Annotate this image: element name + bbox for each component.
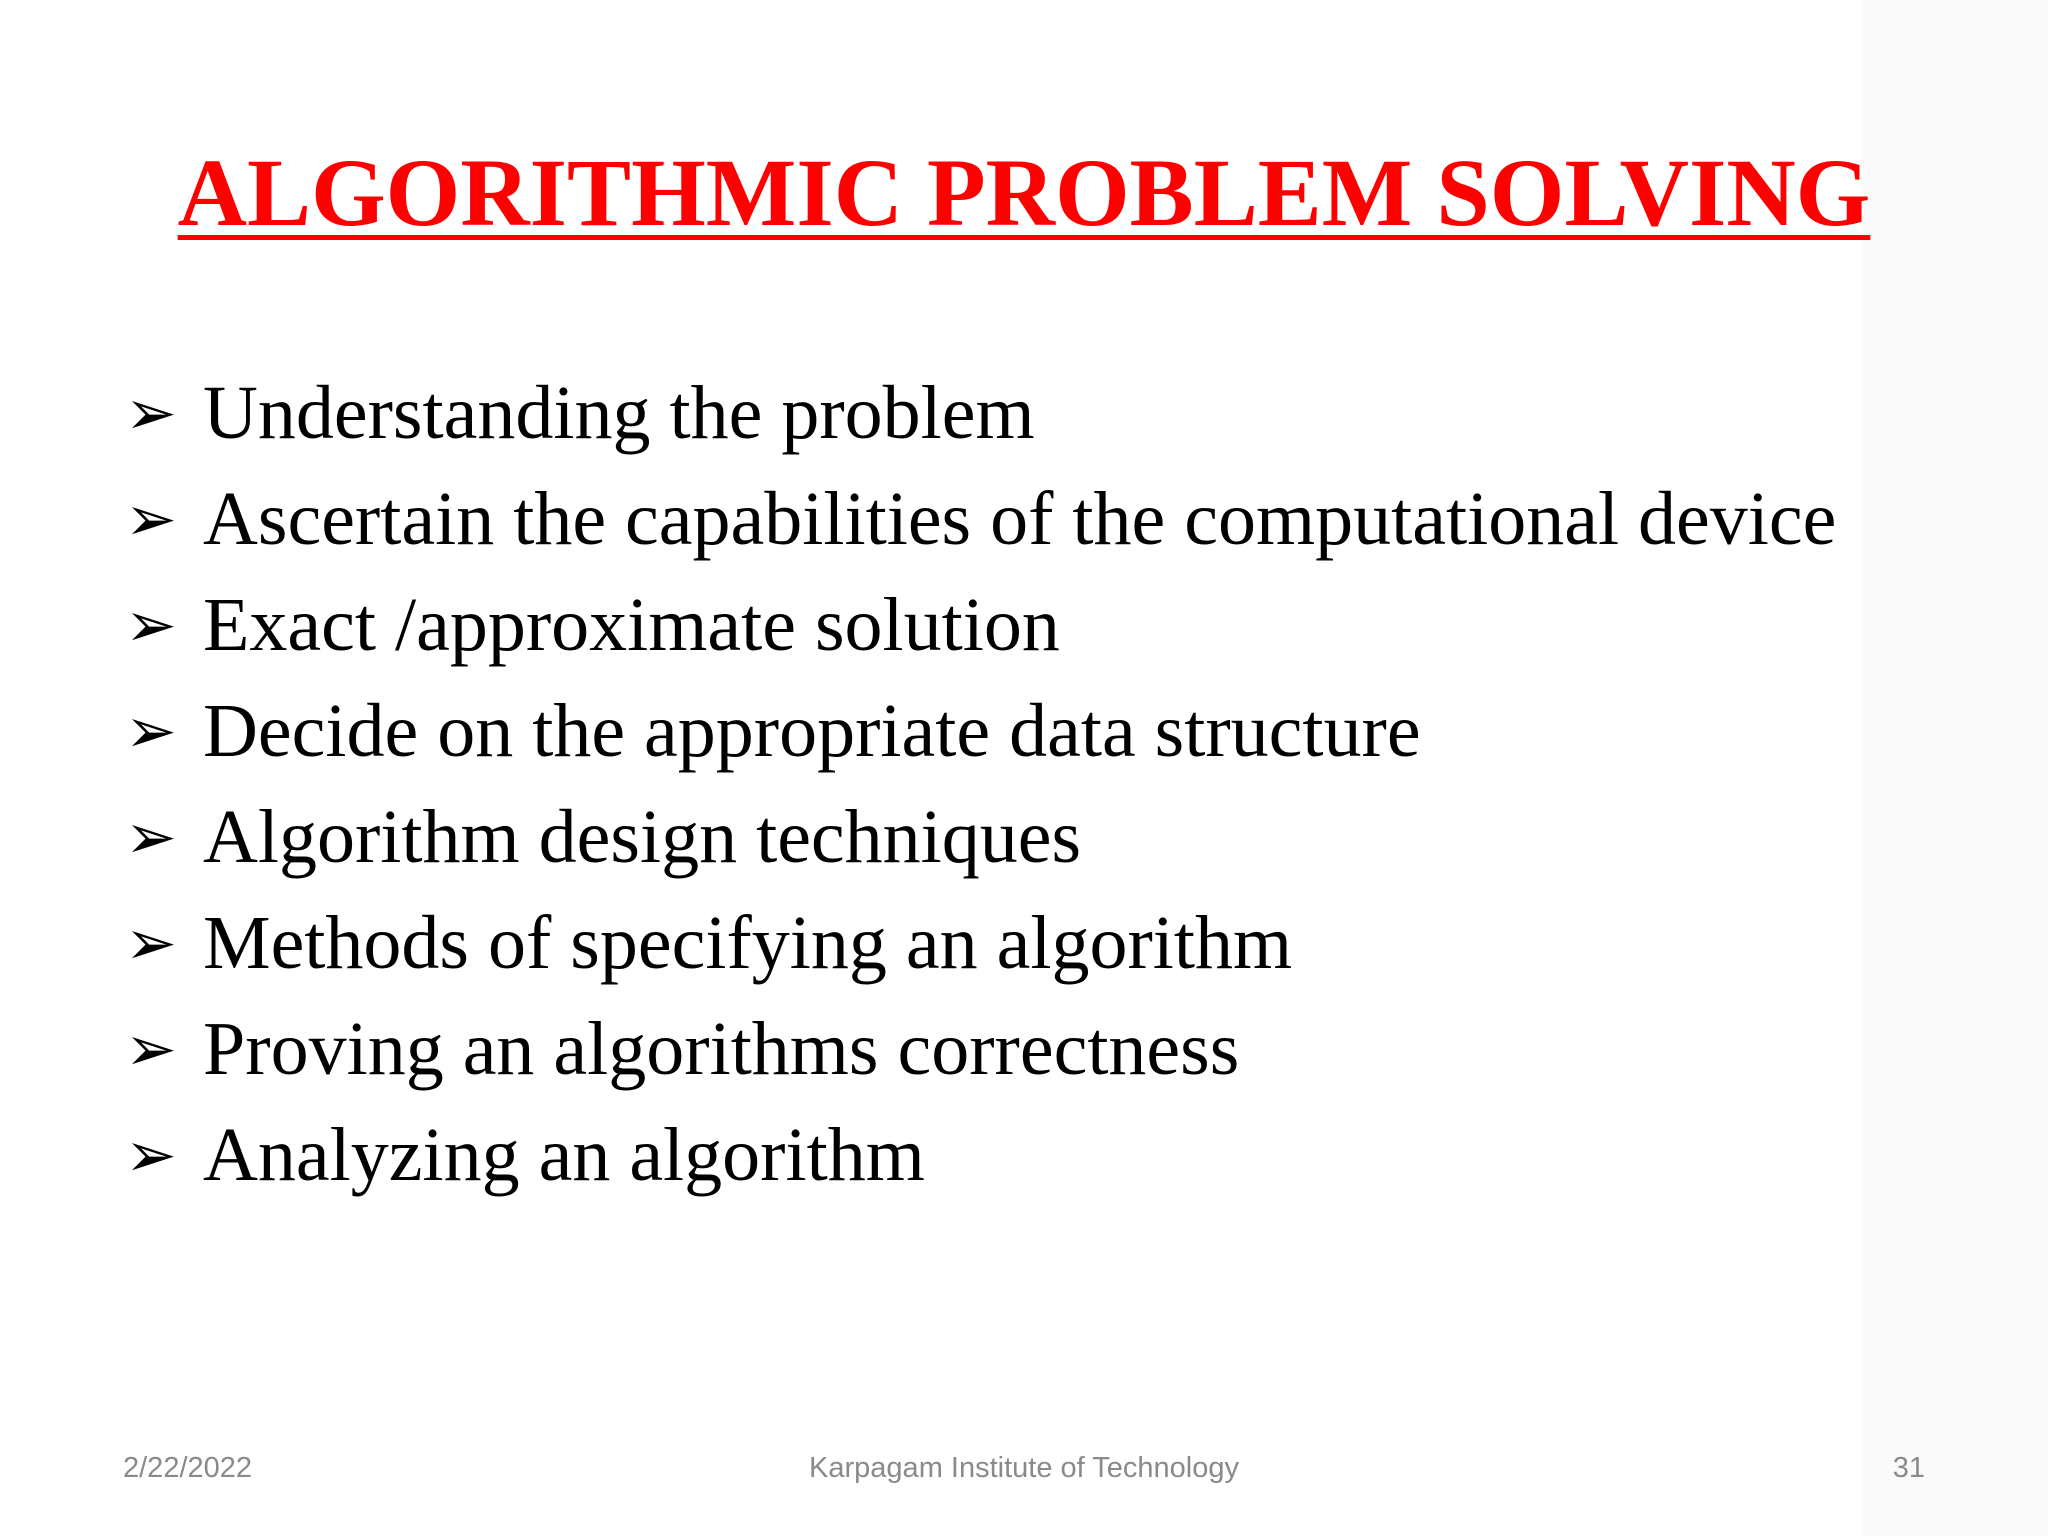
bullet-text: Decide on the appropriate data structure — [203, 689, 1421, 773]
bullet-text: Analyzing an algorithm — [203, 1113, 925, 1197]
arrow-bullet-icon: ➢ — [125, 482, 177, 555]
bullet-list — [125, 370, 1935, 1218]
bullet-item — [125, 476, 1935, 562]
bullet-item — [125, 1006, 1935, 1092]
bullet-text: Ascertain the capabilities of the computational device — [203, 477, 1837, 561]
arrow-bullet-icon: ➢ — [125, 376, 177, 449]
arrow-bullet-icon: ➢ — [125, 694, 177, 767]
bullet-item — [125, 900, 1935, 986]
arrow-bullet-icon: ➢ — [125, 588, 177, 661]
arrow-bullet-icon: ➢ — [125, 1012, 177, 1085]
bullet-item — [125, 370, 1935, 456]
footer-page-number: 31 — [1892, 1452, 1925, 1484]
bullet-text: Understanding the problem — [203, 371, 1035, 455]
bullet-item — [125, 1112, 1935, 1198]
bullet-item — [125, 582, 1935, 668]
bullet-text: Algorithm design techniques — [203, 795, 1082, 879]
slide-title: ALGORITHMIC PROBLEM SOLVING — [177, 139, 1871, 246]
arrow-bullet-icon: ➢ — [125, 906, 177, 979]
bullet-text: Proving an algorithms correctness — [203, 1007, 1240, 1091]
footer-date: 2/22/2022 — [123, 1452, 253, 1484]
bullet-text: Methods of specifying an algorithm — [203, 901, 1293, 985]
arrow-bullet-icon: ➢ — [125, 1118, 177, 1191]
arrow-bullet-icon: ➢ — [125, 800, 177, 873]
bullet-item — [125, 688, 1935, 774]
bullet-item — [125, 794, 1935, 880]
footer-organization: Karpagam Institute of Technology — [809, 1452, 1239, 1484]
bullet-text: Exact /approximate solution — [203, 583, 1060, 667]
